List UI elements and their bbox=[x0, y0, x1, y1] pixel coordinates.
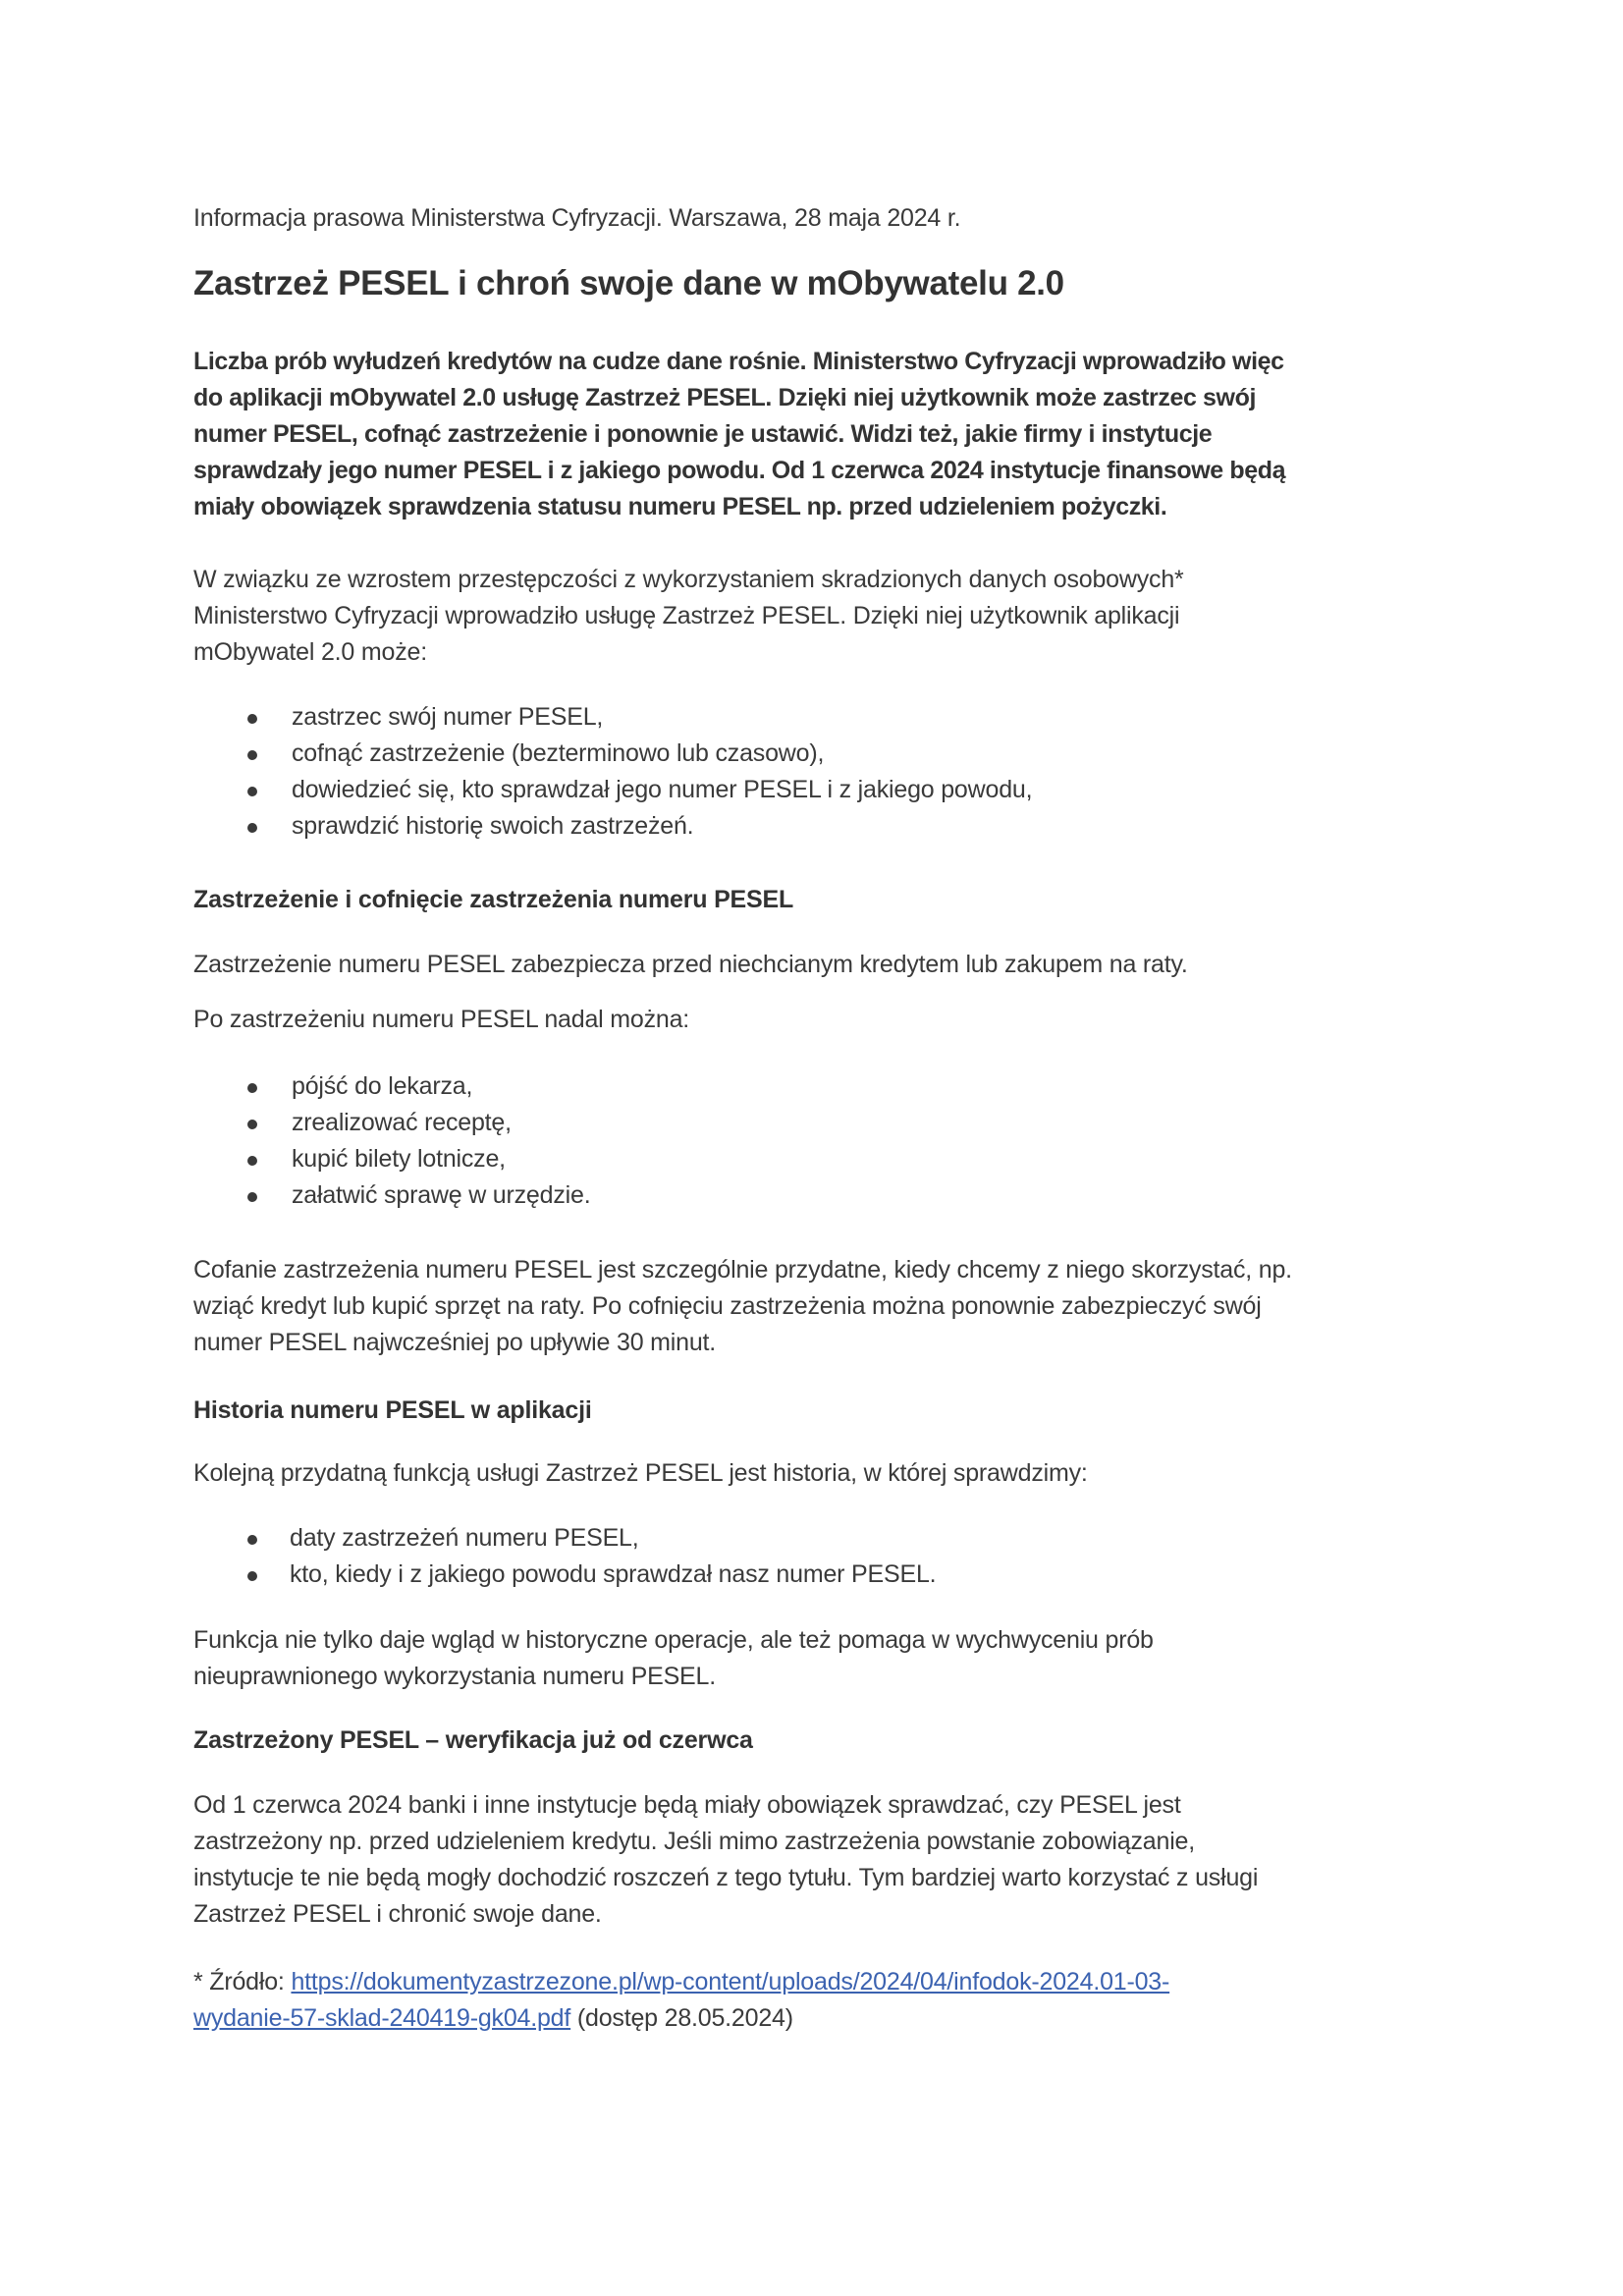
list-item-text: załatwić sprawę w urzędzie. bbox=[292, 1181, 591, 1209]
list-item bbox=[193, 736, 1032, 772]
paragraph-line: mObywatel 2.0 może: bbox=[193, 638, 427, 666]
bullet-icon bbox=[247, 1192, 257, 1202]
press-info-line: Informacja prasowa Ministerstwa Cyfryzacji. Warszawa, 28 maja 2024 r. bbox=[193, 204, 961, 232]
lead-line: Liczba prób wyłudzeń kredytów na cudze dane rośnie. Ministerstwo Cyfryzacji wprowadziło więc bbox=[193, 348, 1284, 375]
bullet-icon bbox=[247, 750, 257, 760]
footnote-line bbox=[193, 2000, 1169, 2037]
paragraph-line: zastrzeżony np. przed udzieleniem kredytu. Jeśli mimo zastrzeżenia powstanie zobowiązanie, bbox=[193, 1828, 1196, 1855]
bullet-icon bbox=[247, 1571, 257, 1581]
source-link[interactable]: https://dokumentyzastrzezone.pl/wp-content/uploads/2024/04/infodok-2024.01-03- bbox=[291, 1968, 1170, 1995]
footnote-line bbox=[193, 1964, 1169, 2000]
list-item bbox=[193, 1557, 936, 1593]
list-item-text: zastrzec swój numer PESEL, bbox=[292, 703, 604, 731]
list-item bbox=[193, 699, 1032, 736]
paragraph: Po zastrzeżeniu numeru PESEL nadal można: bbox=[193, 1006, 690, 1033]
paragraph-line: numer PESEL najwcześniej po upływie 30 minut. bbox=[193, 1329, 717, 1356]
paragraph-line: Zastrzeż PESEL i chronić swoje dane. bbox=[193, 1900, 602, 1928]
list-item bbox=[193, 772, 1032, 808]
paragraph-line: Ministerstwo Cyfryzacji wprowadziło usługę Zastrzeż PESEL. Dzięki niej użytkownik aplikacji bbox=[193, 602, 1180, 629]
paragraph bbox=[193, 1622, 1154, 1695]
list-item bbox=[193, 1141, 590, 1177]
bullet-icon bbox=[247, 1156, 257, 1166]
paragraph-line: Od 1 czerwca 2024 banki i inne instytucje będą miały obowiązek sprawdzać, czy PESEL jest bbox=[193, 1791, 1181, 1819]
list-item-text: daty zastrzeżeń numeru PESEL, bbox=[290, 1524, 639, 1552]
list-item-text: zrealizować receptę, bbox=[292, 1109, 512, 1136]
list-item-text: kto, kiedy i z jakiego powodu sprawdzał nasz numer PESEL. bbox=[290, 1560, 937, 1588]
lead-line: miały obowiązek sprawdzenia statusu numeru PESEL np. przed udzieleniem pożyczki. bbox=[193, 493, 1167, 520]
paragraph-line: Funkcja nie tylko daje wgląd w historyczne operacje, ale też pomaga w wychwyceniu prób bbox=[193, 1626, 1154, 1654]
source-link-continued[interactable]: wydanie-57-sklad-240419-gk04.pdf bbox=[193, 2004, 571, 2032]
paragraph: Zastrzeżenie numeru PESEL zabezpiecza przed niechcianym kredytem lub zakupem na raty. bbox=[193, 951, 1188, 978]
bullet-icon bbox=[247, 787, 257, 796]
paragraph-line: wziąć kredyt lub kupić sprzęt na raty. Po cofnięciu zastrzeżenia można ponownie zabezpieczyć swój bbox=[193, 1292, 1262, 1320]
list-item bbox=[193, 1105, 590, 1141]
section-heading-verification: Zastrzeżony PESEL – weryfikacja już od czerwca bbox=[193, 1726, 753, 1754]
bullet-icon bbox=[247, 1083, 257, 1093]
paragraph-line: instytucje te nie będą mogły dochodzić roszczeń z tego tytułu. Tym bardziej warto korzystać z usługi bbox=[193, 1864, 1259, 1891]
page-title: Zastrzeż PESEL i chroń swoje dane w mObywatelu 2.0 bbox=[193, 264, 1064, 302]
lead-line: do aplikacji mObywatel 2.0 usługę Zastrzeż PESEL. Dzięki niej użytkownik może zastrzec swój bbox=[193, 384, 1257, 411]
list-item-text: kupić bilety lotnicze, bbox=[292, 1145, 506, 1173]
bullet-icon bbox=[247, 823, 257, 833]
list-item bbox=[193, 1177, 590, 1214]
list-item-text: sprawdzić historię swoich zastrzeżeń. bbox=[292, 812, 694, 840]
list-item-text: pójść do lekarza, bbox=[292, 1072, 473, 1100]
history-list bbox=[193, 1520, 936, 1593]
paragraph-line: nieuprawnionego wykorzystania numeru PESEL. bbox=[193, 1663, 716, 1690]
paragraph-line: Cofanie zastrzeżenia numeru PESEL jest szczególnie przydatne, kiedy chcemy z niego skorzystać, np. bbox=[193, 1256, 1292, 1284]
lead-paragraph bbox=[193, 344, 1285, 525]
section-heading-restriction: Zastrzeżenie i cofnięcie zastrzeżenia numeru PESEL bbox=[193, 886, 794, 913]
section-heading-history: Historia numeru PESEL w aplikacji bbox=[193, 1396, 592, 1424]
paragraph: Kolejną przydatną funkcją usługi Zastrzeż PESEL jest historia, w której sprawdzimy: bbox=[193, 1459, 1088, 1487]
still-possible-list bbox=[193, 1068, 590, 1214]
bullet-icon bbox=[247, 714, 257, 724]
paragraph-line: W związku ze wzrostem przestępczości z wykorzystaniem skradzionych danych osobowych* bbox=[193, 566, 1184, 593]
capabilities-list bbox=[193, 699, 1032, 845]
list-item-text: cofnąć zastrzeżenie (bezterminowo lub czasowo), bbox=[292, 739, 825, 767]
bullet-icon bbox=[247, 1535, 257, 1545]
intro-paragraph bbox=[193, 562, 1184, 671]
list-item-text: dowiedzieć się, kto sprawdzał jego numer PESEL i z jakiego powodu, bbox=[292, 776, 1033, 803]
list-item bbox=[193, 1520, 936, 1557]
paragraph bbox=[193, 1252, 1292, 1361]
footnote bbox=[193, 1964, 1169, 2037]
lead-line: sprawdzały jego numer PESEL i z jakiego powodu. Od 1 czerwca 2024 instytucje finansowe będą bbox=[193, 457, 1286, 484]
lead-line: numer PESEL, cofnąć zastrzeżenie i ponownie je ustawić. Widzi też, jakie firmy i instytucje bbox=[193, 420, 1213, 448]
list-item bbox=[193, 808, 1032, 845]
access-date: (dostęp 28.05.2024) bbox=[570, 2004, 793, 2032]
bullet-icon bbox=[247, 1120, 257, 1129]
list-item bbox=[193, 1068, 590, 1105]
paragraph bbox=[193, 1787, 1258, 1933]
footnote-prefix: * Źródło: bbox=[193, 1968, 292, 1995]
